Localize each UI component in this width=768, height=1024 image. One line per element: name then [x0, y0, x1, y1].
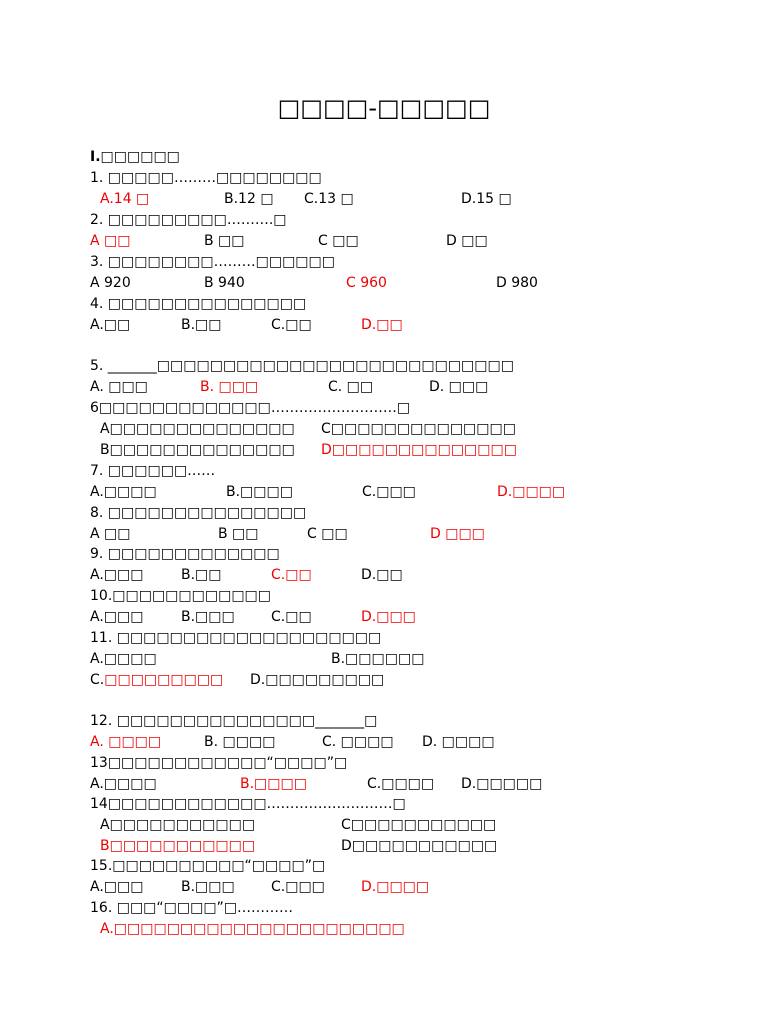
q11-option-c-text: □□□□□□□□□ — [104, 672, 224, 688]
q9-option-a: A.□□□ — [90, 567, 144, 583]
q2-option-b: B □□ — [204, 233, 245, 249]
q3-option-a: A 920 — [90, 275, 131, 291]
q13-option-a: A.□□□□ — [90, 776, 157, 792]
q10-option-c: C.□□ — [271, 609, 312, 625]
question-13: 13□□□□□□□□□□□□“□□□□”□ — [90, 755, 348, 771]
q4-option-c: C.□□ — [271, 317, 312, 333]
q14-option-d: D□□□□□□□□□□□ — [341, 838, 498, 854]
q15-option-b: B.□□□ — [181, 879, 235, 895]
section-marker: I. — [90, 149, 101, 165]
q11-option-c-letter: C. — [90, 672, 105, 688]
q14-option-a: A□□□□□□□□□□□ — [100, 817, 256, 833]
q4-option-d: D.□□ — [361, 317, 403, 333]
q4-option-a: A.□□ — [90, 317, 131, 333]
question-1: 1. □□□□□………□□□□□□□□ — [90, 170, 322, 186]
q5-option-c: C. □□ — [328, 379, 374, 395]
q8-option-a: A □□ — [90, 526, 131, 542]
q16-option-a: A.□□□□□□□□□□□□□□□□□□□□□□ — [100, 921, 405, 937]
question-2: 2. □□□□□□□□□……….□ — [90, 212, 287, 228]
q11-option-a: A.□□□□ — [90, 651, 157, 667]
q11-option-d: D.□□□□□□□□□ — [250, 672, 385, 688]
q5-option-d: D. □□□ — [429, 379, 489, 395]
q13-option-b: B.□□□□ — [240, 776, 307, 792]
q7-option-c: C.□□□ — [362, 484, 416, 500]
q10-option-d: D.□□□ — [361, 609, 416, 625]
q8-option-c: C □□ — [307, 526, 348, 542]
question-6: 6□□□□□□□□□□□□□………………………□ — [90, 400, 411, 416]
q2-option-a: A □□ — [90, 233, 131, 249]
section-heading — [90, 148, 180, 166]
q8-option-b: B □□ — [218, 526, 259, 542]
q3-option-c: C 960 — [346, 275, 387, 291]
question-14: 14□□□□□□□□□□□□………………………□ — [90, 796, 406, 812]
q7-option-a: A.□□□□ — [90, 484, 157, 500]
q13-option-c: C.□□□□ — [367, 776, 435, 792]
q1-option-c: C.13 □ — [304, 191, 354, 207]
question-9: 9. □□□□□□□□□□□□□ — [90, 546, 280, 562]
q12-option-b: B. □□□□ — [204, 734, 276, 750]
section-text: □□□□□□ — [100, 149, 180, 165]
question-4: 4. □□□□□□□□□□□□□□□ — [90, 296, 307, 312]
q11-option-b: B.□□□□□□ — [331, 651, 425, 667]
q11-option-c — [90, 671, 223, 689]
q4-option-b: B.□□ — [181, 317, 222, 333]
q8-option-d: D □□□ — [430, 526, 485, 542]
question-8: 8. □□□□□□□□□□□□□□□ — [90, 505, 307, 521]
q12-option-a: A. □□□□ — [90, 734, 162, 750]
q15-option-a: A.□□□ — [90, 879, 144, 895]
q10-option-b: B.□□□ — [181, 609, 235, 625]
question-5: 5. _______□□□□□□□□□□□□□□□□□□□□□□□□□□□ — [90, 358, 514, 374]
q2-option-d: D □□ — [446, 233, 488, 249]
page-title: □□□□-□□□□□ — [277, 94, 491, 122]
q6-option-c: C□□□□□□□□□□□□□□ — [321, 421, 516, 437]
q9-option-d: D.□□ — [361, 567, 403, 583]
q9-option-b: B.□□ — [181, 567, 222, 583]
q14-option-b: B□□□□□□□□□□□ — [100, 838, 256, 854]
question-3: 3. □□□□□□□□………□□□□□□ — [90, 254, 335, 270]
q6-option-a: A□□□□□□□□□□□□□□ — [100, 421, 295, 437]
q3-option-d: D 980 — [496, 275, 538, 291]
q12-option-c: C. □□□□ — [322, 734, 394, 750]
question-16: 16. □□□“□□□□”□………… — [90, 900, 294, 916]
q5-option-a: A. □□□ — [90, 379, 148, 395]
q13-option-d: D.□□□□□ — [461, 776, 543, 792]
q9-option-c: C.□□ — [271, 567, 312, 583]
q5-option-b: B. □□□ — [200, 379, 259, 395]
q6-option-d: D□□□□□□□□□□□□□□ — [321, 442, 517, 458]
q14-option-c: C□□□□□□□□□□□ — [341, 817, 497, 833]
q15-option-d: D.□□□□ — [361, 879, 430, 895]
q10-option-a: A.□□□ — [90, 609, 144, 625]
question-7: 7. □□□□□□…… — [90, 463, 216, 479]
q7-option-b: B.□□□□ — [226, 484, 293, 500]
question-12: 12. □□□□□□□□□□□□□□□_______□ — [90, 713, 378, 729]
question-10: 10.□□□□□□□□□□□□ — [90, 588, 271, 604]
q2-option-c: C □□ — [318, 233, 359, 249]
q15-option-c: C.□□□ — [271, 879, 325, 895]
q3-option-b: B 940 — [204, 275, 245, 291]
q7-option-d: D.□□□□ — [497, 484, 566, 500]
question-11: 11. □□□□□□□□□□□□□□□□□□□□ — [90, 630, 382, 646]
q1-option-b: B.12 □ — [224, 191, 274, 207]
q6-option-b: B□□□□□□□□□□□□□□ — [100, 442, 295, 458]
q1-option-d: D.15 □ — [461, 191, 512, 207]
q1-option-a: A.14 □ — [100, 191, 150, 207]
question-15: 15.□□□□□□□□□□“□□□□”□ — [90, 858, 326, 874]
q12-option-d: D. □□□□ — [422, 734, 495, 750]
